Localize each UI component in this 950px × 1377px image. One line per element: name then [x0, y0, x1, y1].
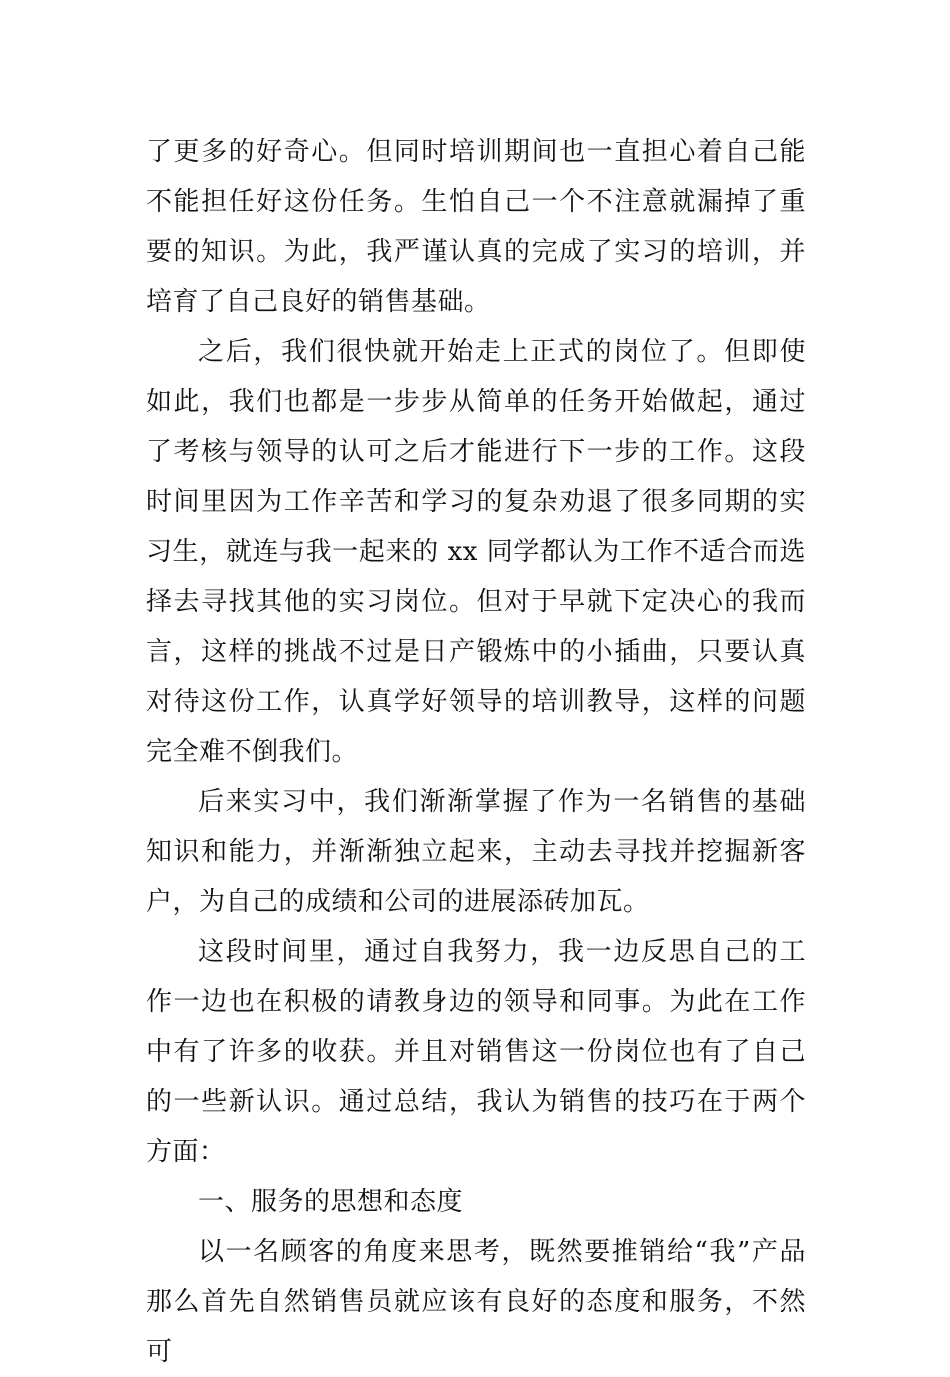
document-body	[146, 127, 806, 1377]
paragraph-1: 了更多的好奇心。但同时培训期间也一直担心着自己能不能担任好这份任务。生怕自己一个不注意就漏掉了重要的知识。为此，我严谨认真的完成了实习的培训，并培育了自己良好的销售基础。	[146, 137, 806, 317]
paragraph-3: 后来实习中，我们渐渐掌握了作为一名销售的基础知识和能力，并渐渐独立起来，主动去寻找并挖掘新客户，为自己的成绩和公司的进展添砖加瓦。	[146, 787, 806, 917]
paragraph-4: 这段时间里，通过自我努力，我一边反思自己的工作一边也在积极的请教身边的领导和同事。为此在工作中有了许多的收获。并且对销售这一份岗位也有了自己的一些新认识。通过总结，我认为销售的技巧在于两个方面：	[146, 937, 806, 1167]
paragraph-2: 之后，我们很快就开始走上正式的岗位了。但即使如此，我们也都是一步步从简单的任务开始做起，通过了考核与领导的认可之后才能进行下一步的工作。这段时间里因为工作辛苦和学习的复杂劝退了很多同期的实习生，就连与我一起来的 xx 同学都认为工作不适合而选择去寻找其他的实习岗位。但对于早就下定决心的我而言，这样的挑战不过是日产锻炼中的小插曲，只要认真对待这份工作，认真学好领导的培训教导，这样的问题完全难不倒我们。	[146, 337, 806, 767]
section-heading: 一、服务的思想和态度	[198, 1187, 464, 1217]
paragraph-5: 以一名顾客的角度来思考，既然要推销给“我”产品那么首先自然销售员就应该有良好的态度和服务，不然可	[146, 1237, 806, 1367]
